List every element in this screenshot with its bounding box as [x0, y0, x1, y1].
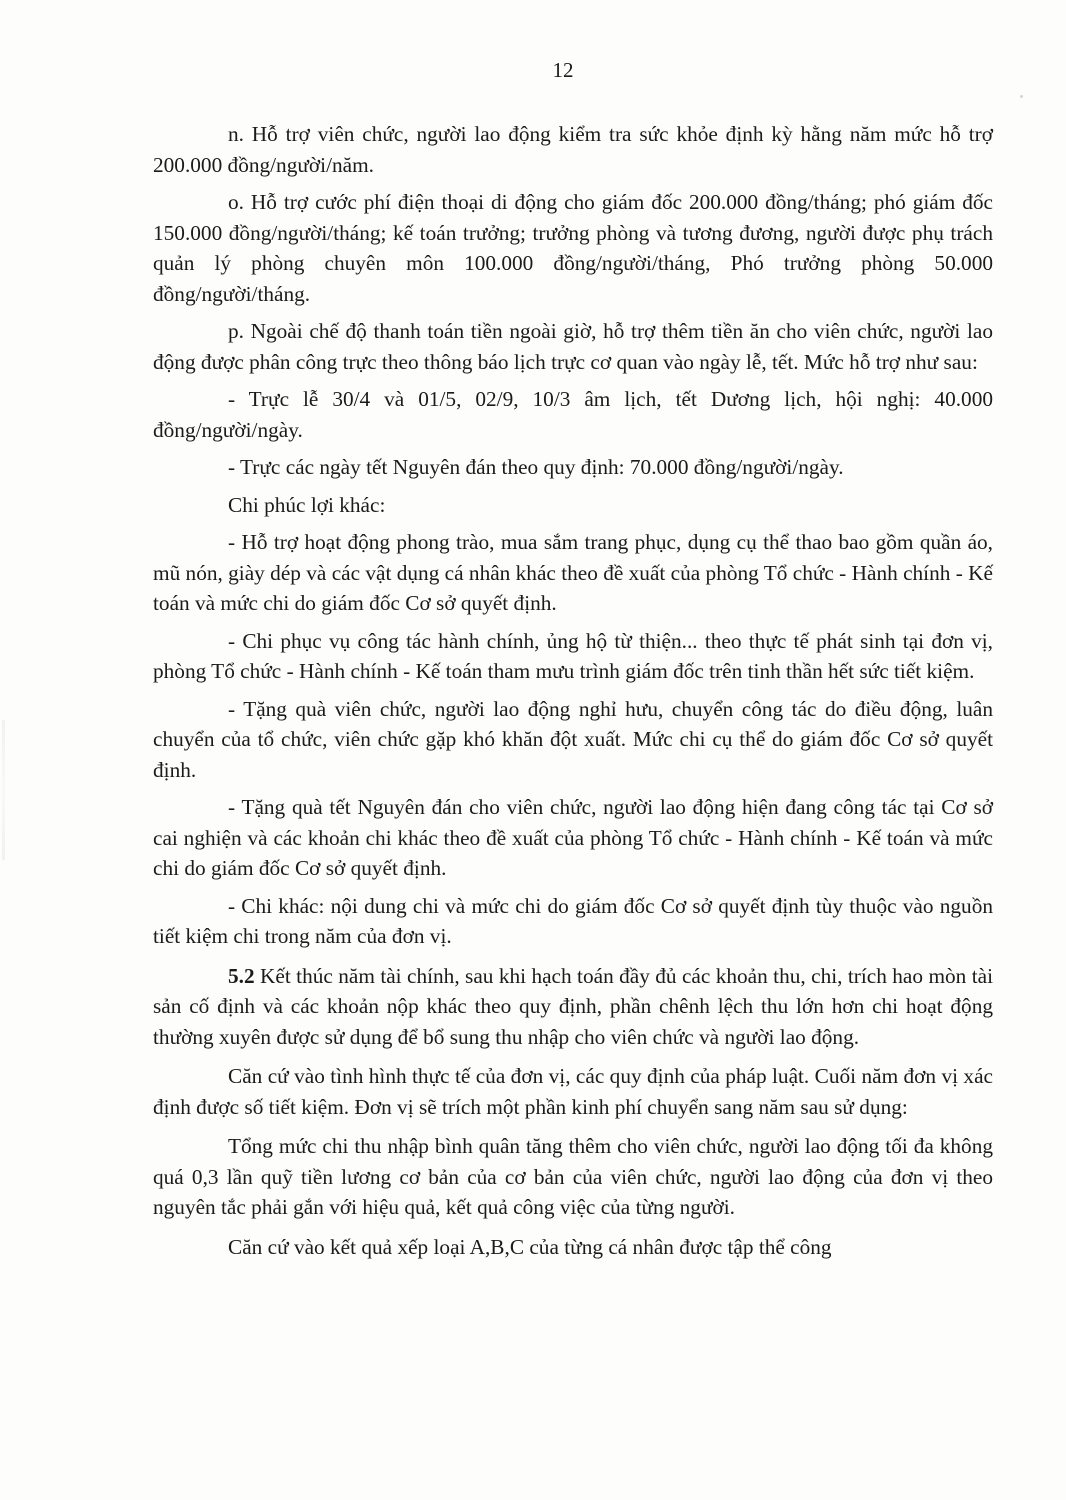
scan-artifact — [2, 720, 5, 860]
paragraph-n: n. Hỗ trợ viên chức, người lao động kiểm tra sức khỏe định kỳ hằng năm mức hỗ trợ 200.000 đồng/người/năm. — [153, 122, 993, 177]
section-text: Kết thúc năm tài chính, sau khi hạch toán đầy đủ các khoản thu, chi, trích hao mòn tài sản cố định và các khoản nộp khác theo quy định, phần chênh lệch thu lớn hơn chi hoạt động thường xuyên được sử dụng để bổ sung thu nhập cho viên chức và người lao động. — [153, 963, 993, 1049]
paragraph-o: o. Hỗ trợ cước phí điện thoại di động cho giám đốc 200.000 đồng/tháng; phó giám đốc 150.000 đồng/người/tháng; kế toán trưởng; trưởng phòng và tương đương, người được phụ trách quản lý phòng chuyên môn 100.000 đồng/người/tháng, Phó trưởng phòng 50.000 đồng/người/tháng. — [153, 190, 993, 306]
scan-artifact — [1020, 95, 1023, 98]
paragraph-closing: Căn cứ vào kết quả xếp loại A,B,C của từng cá nhân được tập thể công — [228, 1234, 832, 1259]
section-5-2 — [153, 961, 993, 1053]
paragraph-closing: Căn cứ vào tình hình thực tế của đơn vị, các quy định của pháp luật. Cuối năm đơn vị xác định được số tiết kiệm. Đơn vị sẽ trích một phần kinh phí chuyển sang năm sau sử dụng: — [153, 1064, 993, 1119]
paragraph-p: p. Ngoài chế độ thanh toán tiền ngoài giờ, hỗ trợ thêm tiền ăn cho viên chức, người lao động được phân công trực theo thông báo lịch trực cơ quan vào ngày lễ, tết. Mức hỗ trợ như sau: — [153, 319, 993, 374]
document-body — [153, 119, 993, 1269]
subheading-other-welfare: Chi phúc lợi khác: — [228, 492, 386, 517]
list-item: - Trực lễ 30/4 và 01/5, 02/9, 10/3 âm lịch, tết Dương lịch, hội nghị: 40.000 đồng/người/ngày. — [153, 387, 993, 442]
list-item: - Tặng quà tết Nguyên đán cho viên chức, người lao động hiện đang công tác tại Cơ sở cai nghiện và các khoản chi khác theo đề xuất của phòng Tổ chức - Hành chính - Kế toán và mức chi do giám đốc Cơ sở quyết định. — [153, 795, 993, 880]
page-number: 12 — [552, 58, 574, 82]
section-number: 5.2 — [228, 963, 255, 988]
list-item: - Trực các ngày tết Nguyên đán theo quy định: 70.000 đồng/người/ngày. — [228, 455, 844, 479]
list-item: - Chi khác: nội dung chi và mức chi do giám đốc Cơ sở quyết định tùy thuộc vào nguồn tiết kiệm chi trong năm của đơn vị. — [153, 893, 993, 948]
list-item: - Chi phục vụ công tác hành chính, ủng hộ từ thiện... theo thực tế phát sinh tại đơn vị, phòng Tổ chức - Hành chính - Kế toán tham mưu trình giám đốc trên tinh thần hết sức tiết kiệm. — [153, 628, 993, 683]
list-item: - Tặng quà viên chức, người lao động nghỉ hưu, chuyển công tác do điều động, luân chuyển của tổ chức, viên chức gặp khó khăn đột xuất. Mức chi cụ thể do giám đốc Cơ sở quyết định. — [153, 696, 993, 782]
paragraph-closing: Tổng mức chi thu nhập bình quân tăng thêm cho viên chức, người lao động tối đa không quá 0,3 lần quỹ tiền lương cơ bản của cơ bản của viên chức, người lao động của đơn vị theo nguyên tắc phải gắn với hiệu quả, kết quả công việc của từng người. — [153, 1134, 993, 1219]
list-item: - Hỗ trợ hoạt động phong trào, mua sắm trang phục, dụng cụ thể thao bao gồm quần áo, mũ nón, giày dép và các vật dụng cá nhân khác theo đề xuất của phòng Tổ chức - Hành chính - Kế toán và mức chi do giám đốc Cơ sở quyết định. — [153, 530, 993, 615]
